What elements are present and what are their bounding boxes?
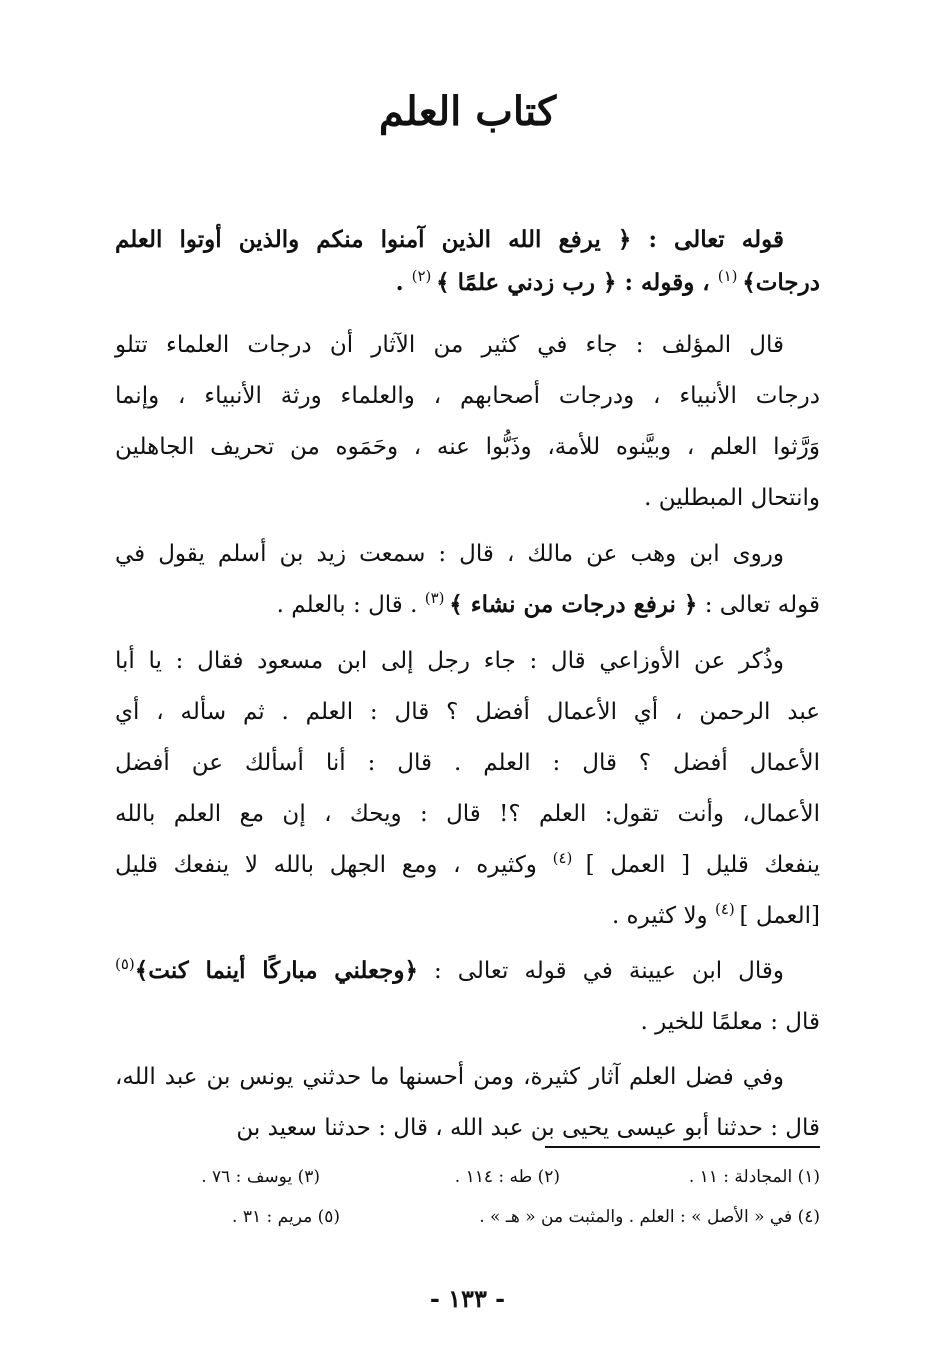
text-line xyxy=(115,376,820,416)
text-line xyxy=(115,692,820,732)
footnote-marker: (٤) xyxy=(714,900,740,918)
footnote-marker: (١) xyxy=(717,267,743,285)
quranic-verse: قوله تعالى : ﴿ يرفع الله الذين آمنوا منكم والذين أوتوا العلم xyxy=(115,226,784,253)
text-run: الأعمال، وأنت تقول: العلم ؟! قال : ويحك ، إن مع العلم بالله xyxy=(115,801,820,827)
footnote-3: (٣) يوسف : ٧٦ . xyxy=(201,1167,320,1187)
text-run: . قال : بالعلم . xyxy=(276,592,425,618)
text-line xyxy=(115,263,820,305)
chapter-title: كتاب العلم xyxy=(378,88,557,135)
text-line xyxy=(115,641,820,681)
text-run: الأعمال أفضل ؟ قال : العلم . قال : أنا أسألك عن أفضل xyxy=(115,750,820,776)
text-run: [العمل ] xyxy=(739,903,820,929)
text-line xyxy=(115,743,820,783)
quranic-verse: درجات﴾ xyxy=(742,269,820,296)
text-run: وذُكر عن الأوزاعي قال : جاء رجل إلى ابن مسعود فقال : يا أبا xyxy=(115,648,784,674)
text-run: ولا كثيره . xyxy=(611,903,715,929)
text-run: قوله تعالى : xyxy=(697,592,820,618)
text-line xyxy=(115,220,820,260)
text-line xyxy=(115,1057,820,1097)
quranic-verse: ﴿وجعلني مباركًا أينما كنت﴾ xyxy=(134,957,418,984)
quranic-verse: ﴿ رب زدني علمًا ﴾ xyxy=(436,269,617,296)
text-line xyxy=(115,845,820,887)
text-run: عبد الرحمن ، أي الأعمال أفضل ؟ قال : العلم . ثم سأله ، أي xyxy=(115,699,820,725)
footnote-marker: (٣) xyxy=(424,589,450,607)
text-run: ينفعك قليل [ العمل ] xyxy=(585,852,820,878)
quranic-verse: . xyxy=(395,269,412,296)
text-line xyxy=(115,534,820,574)
text-run: قال : معلمًا للخير . xyxy=(640,1009,820,1035)
text-line xyxy=(115,794,820,834)
text-line xyxy=(115,1002,820,1042)
page-number: - ١٣٣ - xyxy=(429,1284,506,1313)
text-run: درجات الأنبياء ، ودرجات أصحابهم ، والعلماء ورثة الأنبياء ، وإنما xyxy=(115,383,820,409)
quranic-verse: ، وقوله : xyxy=(616,269,718,296)
text-run: وَرَّثوا العلم ، وبيَّنوه للأمة، وذَبُّوا عنه ، وحَمَوه من تحريف الجاهلين xyxy=(115,434,820,460)
footnote-marker: (٤) xyxy=(552,849,586,867)
footnote-1: (١) المجادلة : ١١ . xyxy=(688,1167,820,1187)
text-line xyxy=(115,478,820,518)
text-line xyxy=(115,1108,820,1148)
text-line xyxy=(115,896,820,938)
footnote-divider xyxy=(545,1146,820,1148)
text-run: وفي فضل العلم آثار كثيرة، ومن أحسنها ما حدثني يونس بن عبد الله، xyxy=(115,1064,784,1090)
text-run: وانتحال المبطلين . xyxy=(644,485,820,511)
footnote-4: (٤) في « الأصل » : العلم . والمثبت من « هـ » . xyxy=(479,1207,820,1227)
footnote-marker: (٥) xyxy=(115,955,135,973)
footnote-marker: (٢) xyxy=(411,267,437,285)
footnote-5: (٥) مريم : ٣١ . xyxy=(232,1207,340,1227)
text-line xyxy=(115,585,820,627)
text-line xyxy=(115,951,820,993)
text-line xyxy=(115,427,820,467)
text-run: وقال ابن عيينة في قوله تعالى : xyxy=(417,958,784,984)
text-run: قال المؤلف : جاء في كثير من الآثار أن درجات العلماء تتلو xyxy=(115,332,784,358)
text-run: قال : حدثنا أبو عيسى يحيى بن عبد الله ، قال : حدثنا سعيد بن xyxy=(236,1115,820,1141)
footnote-2: (٢) طه : ١١٤ . xyxy=(454,1167,560,1187)
text-line xyxy=(115,325,820,365)
text-run: وروى ابن وهب عن مالك ، قال : سمعت زيد بن أسلم يقول في xyxy=(115,541,784,567)
quranic-verse: ﴿ نرفع درجات من نشاء ﴾ xyxy=(449,591,698,618)
text-run: وكثيره ، ومع الجهل بالله لا ينفعك قليل xyxy=(115,852,553,878)
